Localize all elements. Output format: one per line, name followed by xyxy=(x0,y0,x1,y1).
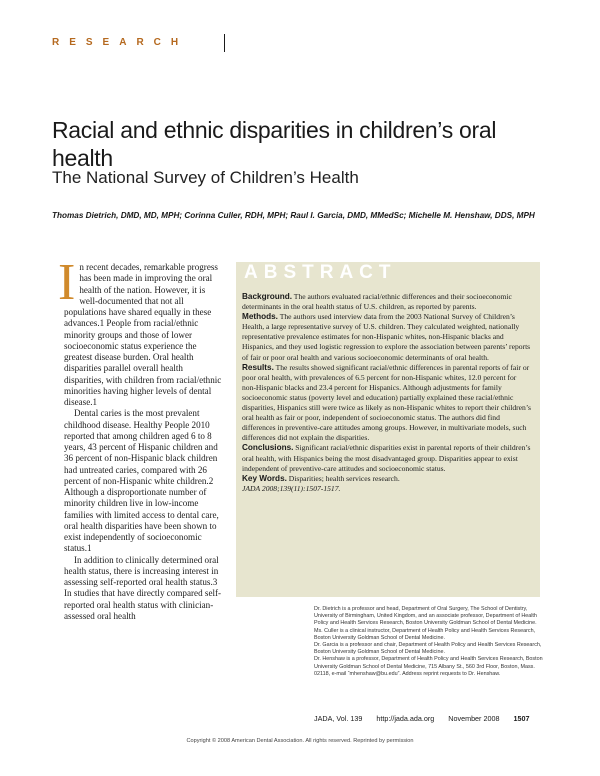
copyright-notice: Copyright © 2008 American Dental Association. All rights reserved. Reprinted by permission xyxy=(186,738,414,744)
abstract-results: Results. The results showed significant racial/ethnic differences in parental reports of fair or poor oral health, with prevalences of 6.5 percent for non-Hispanic whites, 12.0 percent for non-Hispanic blacks and 23.4 percent for Hispanics. Although adjustments for family socioeconomic status (poverty level and education) partially explained these racial/ethnic disparities, Hispanics still were twice as likely as non-Hispanic whites to report their children’s oral health as fair or poor, independent of socioeconomic status. The authors did find differences in preventive-care attitudes among groups. However, in multivariate models, such differences did not explain the disparities. xyxy=(242,362,531,443)
author-list: Thomas Dietrich, DMD, MD, MPH; Corinna Culler, RDH, MPH; Raul I. Garcia, DMD, MMedSc; Michelle M. Henshaw, DDS, MPH xyxy=(52,211,535,220)
author-note: Dr. Henshaw is a professor, Department of Health Policy and Health Services Research, Boston University Goldman School of Dental Medicine, 715 Albany St., 560 3rd Floor, Boston, Mass. 02118, e-mail “mhenshaw@bu.edu”. Address reprint requests to Dr. Henshaw. xyxy=(314,656,543,677)
article-title: Racial and ethnic disparities in children’s oral health xyxy=(52,117,497,171)
abstract-citation: JADA 2008;139(11):1507-1517. xyxy=(242,483,341,493)
drop-cap: I xyxy=(58,254,76,311)
body-paragraph: Dental caries is the most prevalent childhood disease. Healthy People 2010 reported that among children aged 6 to 8 years, 43 percent of Hispanic children and 36 percent of non-Hispanic black children had untreated caries, compared with 26 percent of non-Hispanic white children.2 Although a disproportionate number of minority children live in low-income families with limited access to dental care, oral health disparities have been shown to exist independently of socioeconomic status.1 xyxy=(64,408,219,554)
author-notes xyxy=(314,606,546,678)
body-paragraph: In addition to clinically determined oral health status, there is increasing interest in assessing self-reported oral health status.3 In studies that have directly compared self-reported oral health status with clinician-assessed oral health xyxy=(64,554,222,621)
journal-volume: JADA, Vol. 139 xyxy=(314,714,363,723)
article-subtitle: The National Survey of Children’s Health xyxy=(52,168,359,187)
abstract-conclusions: Conclusions. Significant racial/ethnic disparities exist in parental reports of their children’s oral health, with Hispanics being the most disadvantaged group. Disparities appear to exist independent of preventive-care attitudes and socioeconomic status. xyxy=(242,443,531,473)
journal-url[interactable]: http://jada.ada.org xyxy=(376,714,435,723)
issue-date: November 2008 xyxy=(448,714,500,723)
abstract-keywords: Key Words. Disparities; health services research. xyxy=(242,473,400,483)
author-note: Ms. Culler is a clinical instructor, Department of Health Policy and Health Services Research, Boston University Goldman School of Dental Medicine. xyxy=(314,627,536,641)
author-note: Dr. Dietrich is a professor and head, Department of Oral Surgery, The School of Dentistry, University of Birmingham, United Kingdom, and an associate professor, Department of Health Policy and Health Services Research, Boston University Goldman School of Dental Medicine. xyxy=(314,606,537,627)
page-footer xyxy=(314,714,546,723)
abstract-methods: Methods. The authors used interview data from the 2003 National Survey of Children’s Health, a large representative survey of U.S. children. They calculated weighted, nationally representative prevalence estimates for non-Hispanic whites, non-Hispanic blacks and Hispanics, and they used logistic regression to explore the association between parents’ reports of fair or poor oral health and various socioeconomic determinants of oral health. xyxy=(242,312,531,362)
section-label: RESEARCH xyxy=(52,37,189,48)
body-paragraph: In recent decades, remarkable progress has been made in improving the oral health of the nation. However, it is well-documented that not all populations have shared equally in these advances.1 People from racial/ethnic minority groups and those of lower socioeconomic status experience the greatest disease burden. Oral health disparities parallel overall health disparities, with children from racial/ethnic minorities having higher levels of dental disease.1 xyxy=(58,254,222,407)
author-note: Dr. Garcia is a professor and chair, Department of Health Policy and Health Services Research, Boston University Goldman School of Dental Medicine. xyxy=(314,642,542,656)
body-column xyxy=(58,254,222,622)
section-divider xyxy=(224,34,225,52)
page-number: 1507 xyxy=(513,714,530,723)
abstract-heading: ABSTRACT xyxy=(244,262,397,283)
abstract-background: Background. The authors evaluated racial/ethnic differences and their socioeconomic determinants in the oral health status of U.S. children, as reported by parents. xyxy=(242,292,512,312)
abstract-body xyxy=(242,292,532,494)
